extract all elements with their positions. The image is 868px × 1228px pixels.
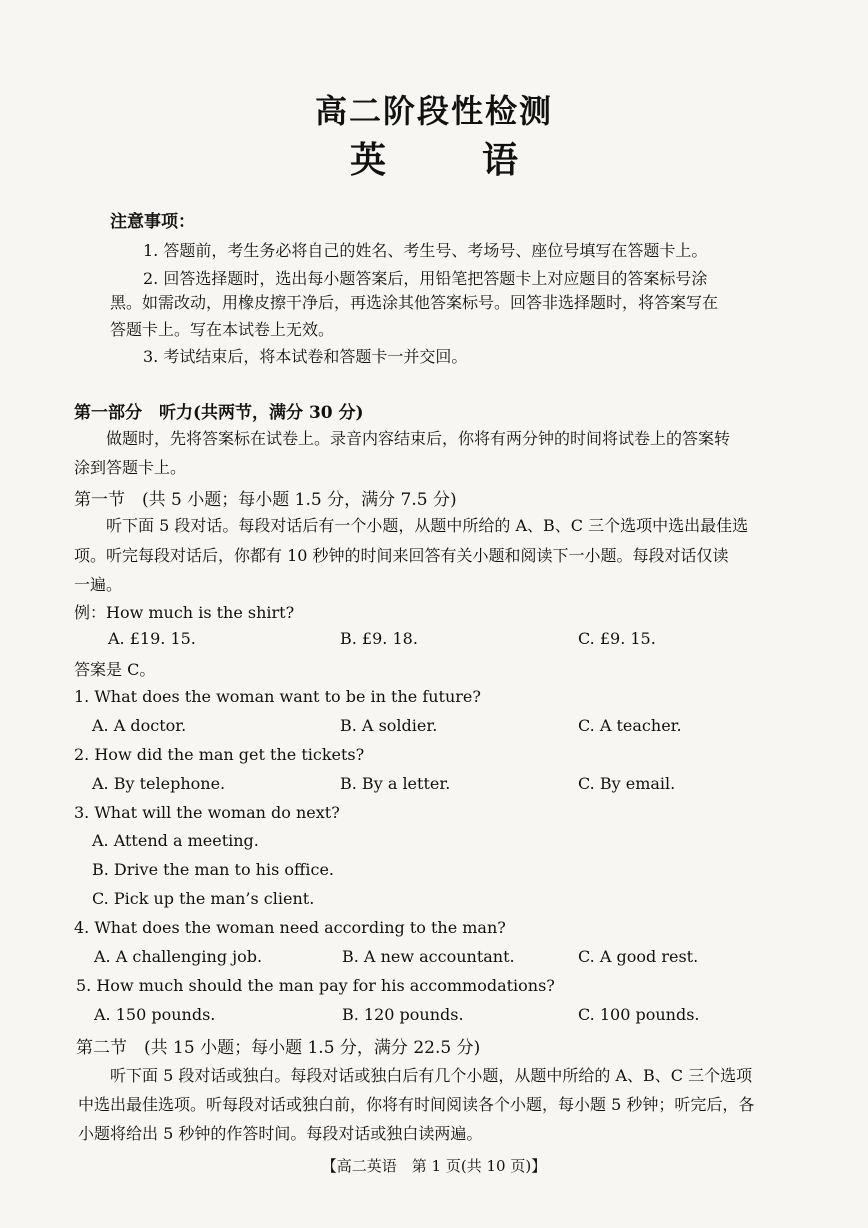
question-4-option-b: B. A new accountant. [342,947,515,966]
page-title: 高二阶段性检测 [314,92,553,130]
question-2: 2. How did the man get the tickets? [74,745,365,764]
question-1-option-b: B. A soldier. [340,716,438,735]
section2-heading: 第二节 (共 15 小题；每小题 1.5 分，满分 22.5 分) [76,1038,481,1058]
question-1-option-a: A. A doctor. [92,716,187,735]
section1-instruction-line: 一遍。 [74,575,123,594]
question-4-option-c: C. A good rest. [578,947,699,966]
section2-instruction-line: 听下面 5 段对话或独白。每段对话或独白后有几个小题，从题中所给的 A、B、C 三个选项 [110,1066,753,1085]
question-3-option-a: A. Attend a meeting. [92,831,259,850]
example-answer: 答案是 C。 [74,660,156,679]
part1-intro-line: 做题时，先将答案标在试卷上。录音内容结束后，你将有两分钟的时间将试卷上的答案转 [106,429,731,448]
question-3-option-b: B. Drive the man to his office. [92,860,335,879]
question-5: 5. How much should the man pay for his accommodations? [76,976,555,995]
section2-instruction-line: 小题将给出 5 秒钟的作答时间。每段对话或独白读两遍。 [78,1124,483,1143]
question-4-option-a: A. A challenging job. [94,947,263,966]
question-4: 4. What does the woman need according to the man? [74,918,506,937]
subject-char-right: 语 [482,139,519,181]
subject-char-left: 英 [349,139,386,181]
section1-heading: 第一节 (共 5 小题；每小题 1.5 分，满分 7.5 分) [74,490,457,510]
question-1: 1. What does the woman want to be in the future? [74,687,481,706]
question-5-option-c: C. 100 pounds. [578,1005,700,1024]
section2-instruction-line: 中选出最佳选项。听每段对话或独白前，你将有时间阅读各个小题，每小题 5 秒钟；听完后，各 [78,1095,755,1114]
question-2-option-b: B. By a letter. [340,774,451,793]
notes-heading: 注意事项： [110,212,195,232]
part1-heading: 第一部分 听力(共两节，满分 30 分) [74,403,364,423]
question-1-option-c: C. A teacher. [578,716,682,735]
example-option-b: B. £9. 18. [340,629,418,648]
subject-title [0,132,868,183]
notes-line: 黑。如需改动，用橡皮擦干净后，再选涂其他答案标号。回答非选择题时，将答案写在 [110,293,719,312]
example-option-a: A. £19. 15. [108,629,196,648]
part1-intro-line: 涂到答题卡上。 [74,458,187,477]
question-5-option-b: B. 120 pounds. [342,1005,464,1024]
question-5-option-a: A. 150 pounds. [94,1005,216,1024]
notes-line: 1. 答题前，考生务必将自己的姓名、考生号、考场号、座位号填写在答题卡上。 [143,241,708,260]
notes-line: 2. 回答选择题时，选出每小题答案后，用铅笔把答题卡上对应题目的答案标号涂 [143,269,708,288]
section1-instruction-line: 听下面 5 段对话。每段对话后有一个小题，从题中所给的 A、B、C 三个选项中选出最佳选 [106,516,749,535]
question-3-option-c: C. Pick up the man’s client. [92,889,315,908]
example-question: 例：How much is the shirt? [74,603,295,622]
page-footer: 【高二英语 第 1 页(共 10 页)】 [321,1157,547,1175]
notes-line: 答题卡上。写在本试卷上无效。 [110,320,335,339]
notes-line: 3. 考试结束后，将本试卷和答题卡一并交回。 [143,347,468,366]
question-2-option-c: C. By email. [578,774,676,793]
example-option-c: C. £9. 15. [578,629,656,648]
question-3: 3. What will the woman do next? [74,803,340,822]
question-2-option-a: A. By telephone. [92,774,226,793]
section1-instruction-line: 项。听完每段对话后，你都有 10 秒钟的时间来回答有关小题和阅读下一小题。每段对话仅读 [74,546,729,565]
